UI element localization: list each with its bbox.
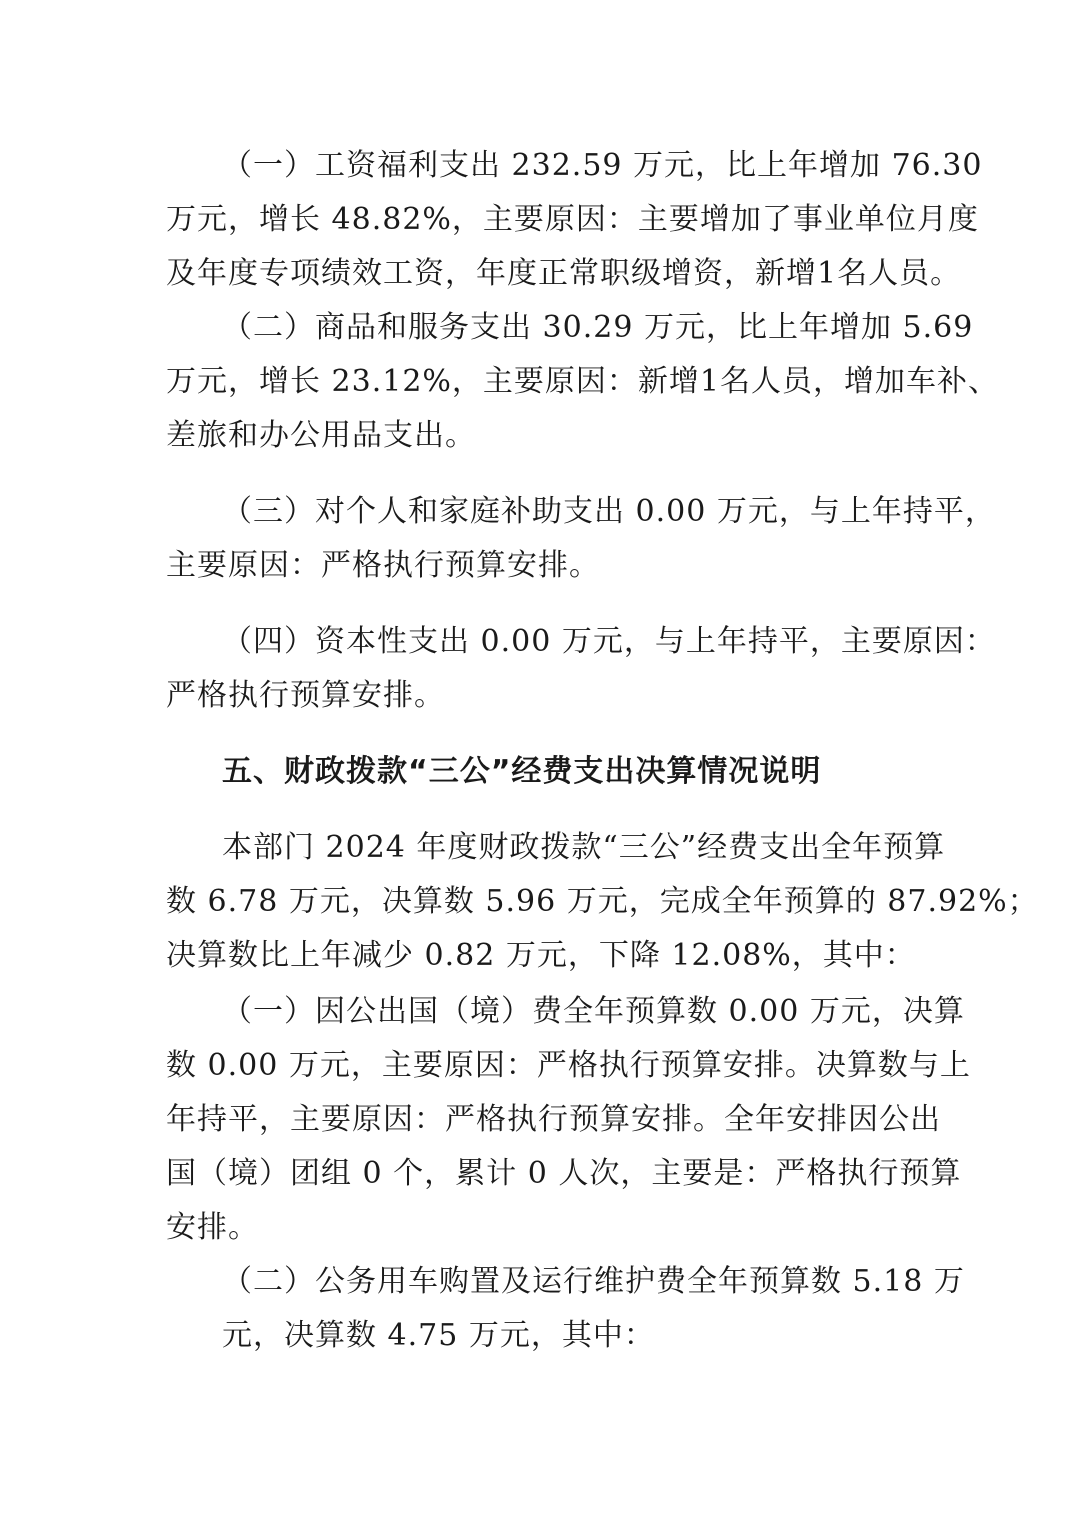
text-line: 决算数比上年减少 0.82 万元，下降 12.08%，其中：: [166, 938, 916, 973]
text-line: 安排。: [166, 1210, 259, 1245]
text-line: 数 0.00 万元，主要原因：严格执行预算安排。决算数与上: [166, 1048, 971, 1083]
text-line: 严格执行预算安排。: [166, 678, 445, 713]
text-line: 万元，增长 48.82%，主要原因：主要增加了事业单位月度: [166, 202, 979, 237]
text-line: 数 6.78 万元，决算数 5.96 万元，完成全年预算的 87.92%；: [166, 884, 1039, 919]
text-line: 万元，增长 23.12%，主要原因：新增1名人员，增加车补、: [166, 364, 1000, 399]
text-line: （二）商品和服务支出 30.29 万元，比上年增加 5.69: [222, 310, 974, 345]
text-line: 年持平，主要原因：严格执行预算安排。全年安排因公出: [166, 1102, 941, 1137]
text-line: 元，决算数 4.75 万元，其中：: [222, 1318, 655, 1353]
text-line: （三）对个人和家庭补助支出 0.00 万元，与上年持平，: [222, 494, 996, 529]
text-line: 主要原因：严格执行预算安排。: [166, 548, 600, 583]
text-line: 差旅和办公用品支出。: [166, 418, 476, 453]
text-line: 国（境）团组 0 个，累计 0 人次，主要是：严格执行预算: [166, 1156, 962, 1191]
text-line: （二）公务用车购置及运行维护费全年预算数 5.18 万: [222, 1264, 965, 1299]
section-heading: 五、财政拨款“三公”经费支出决算情况说明: [222, 754, 822, 789]
text-line: （四）资本性支出 0.00 万元，与上年持平，主要原因：: [222, 624, 996, 659]
text-line: 及年度专项绩效工资，年度正常职级增资，新增1名人员。: [166, 256, 962, 291]
text-line: （一）因公出国（境）费全年预算数 0.00 万元，决算: [222, 994, 965, 1029]
text-line: 本部门 2024 年度财政拨款“三公”经费支出全年预算: [222, 830, 946, 865]
text-line: （一）工资福利支出 232.59 万元，比上年增加 76.30: [222, 148, 983, 183]
